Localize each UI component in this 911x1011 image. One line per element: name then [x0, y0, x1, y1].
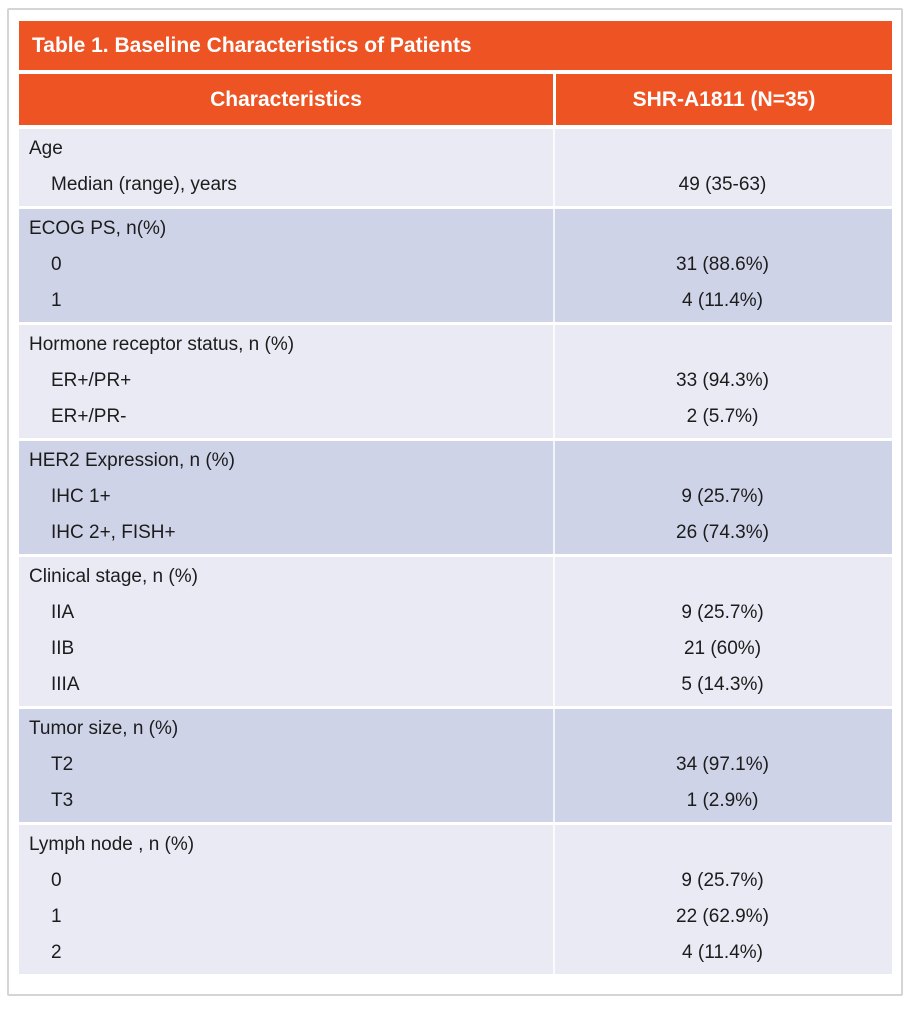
- section-age: [19, 129, 892, 206]
- table-row: [19, 479, 892, 515]
- table-row: [19, 863, 892, 899]
- row-label: 1: [51, 290, 62, 311]
- section-header-row: [19, 559, 892, 595]
- row-label: Median (range), years: [51, 174, 237, 195]
- page-frame: [7, 8, 903, 996]
- row-label: IHC 2+, FISH+: [51, 522, 176, 543]
- section-label: Hormone receptor status, n (%): [29, 334, 295, 355]
- table-row: [19, 595, 892, 631]
- section-label: Tumor size, n (%): [29, 718, 179, 739]
- section-label: Lymph node , n (%): [29, 834, 195, 855]
- row-value: 21 (60%): [683, 638, 762, 659]
- column-header-shr-a1811: SHR-A1811 (N=35): [556, 74, 892, 125]
- section-lymph-node: [19, 825, 892, 974]
- row-label: ER+/PR+: [51, 370, 132, 391]
- row-value: 26 (74.3%): [676, 522, 769, 543]
- row-value: 33 (94.3%): [676, 370, 769, 391]
- row-value: 31 (88.6%): [676, 254, 769, 275]
- table-row: [19, 935, 892, 971]
- row-value: 9 (25.7%): [681, 486, 764, 507]
- table-row: [19, 783, 892, 819]
- section-header-row: [19, 211, 892, 247]
- table-row: [19, 667, 892, 703]
- section-clinical-stage: [19, 557, 892, 706]
- section-her2-expression: [19, 441, 892, 554]
- row-label: 2: [51, 942, 62, 963]
- row-value: 34 (97.1%): [676, 754, 769, 775]
- row-label: IIA: [51, 602, 75, 623]
- section-header-row: [19, 443, 892, 479]
- section-header-row: [19, 327, 892, 363]
- row-label: IHC 1+: [51, 486, 111, 507]
- row-label: 0: [51, 870, 62, 891]
- table-header-row: [19, 74, 892, 125]
- row-label: IIB: [51, 638, 75, 659]
- section-header-row: [19, 131, 892, 167]
- row-value: 4 (11.4%): [682, 942, 763, 963]
- baseline-characteristics-table: [19, 21, 892, 974]
- table-row: [19, 167, 892, 203]
- section-tumor-size: [19, 709, 892, 822]
- row-value: 4 (11.4%): [682, 290, 763, 311]
- row-value: 1 (2.9%): [686, 790, 759, 811]
- row-value: 9 (25.7%): [681, 870, 764, 891]
- section-label: Age: [29, 138, 63, 159]
- row-label: T2: [51, 754, 74, 775]
- table-row: [19, 747, 892, 783]
- section-label: HER2 Expression, n (%): [29, 450, 235, 471]
- row-value: 49 (35-63): [678, 174, 767, 195]
- row-value: 5 (14.3%): [681, 674, 764, 695]
- section-label: Clinical stage, n (%): [29, 566, 198, 587]
- table-row: [19, 363, 892, 399]
- column-header-characteristics: Characteristics: [19, 74, 553, 125]
- section-header-row: [19, 711, 892, 747]
- row-label: 1: [51, 906, 62, 927]
- row-value: 9 (25.7%): [681, 602, 764, 623]
- row-label: 0: [51, 254, 62, 275]
- table-row: [19, 899, 892, 935]
- section-label: ECOG PS, n(%): [29, 218, 167, 239]
- section-hormone-receptor-status: [19, 325, 892, 438]
- table-row: [19, 631, 892, 667]
- section-header-row: [19, 827, 892, 863]
- section-ecog-ps: [19, 209, 892, 322]
- table-row: [19, 247, 892, 283]
- table-row: [19, 515, 892, 551]
- row-label: ER+/PR-: [51, 406, 127, 427]
- row-value: 2 (5.7%): [686, 406, 759, 427]
- table-row: [19, 399, 892, 435]
- table-title: Table 1. Baseline Characteristics of Patients: [19, 21, 892, 70]
- row-value: 22 (62.9%): [676, 906, 769, 927]
- row-label: T3: [51, 790, 74, 811]
- table-row: [19, 283, 892, 319]
- row-label: IIIA: [51, 674, 80, 695]
